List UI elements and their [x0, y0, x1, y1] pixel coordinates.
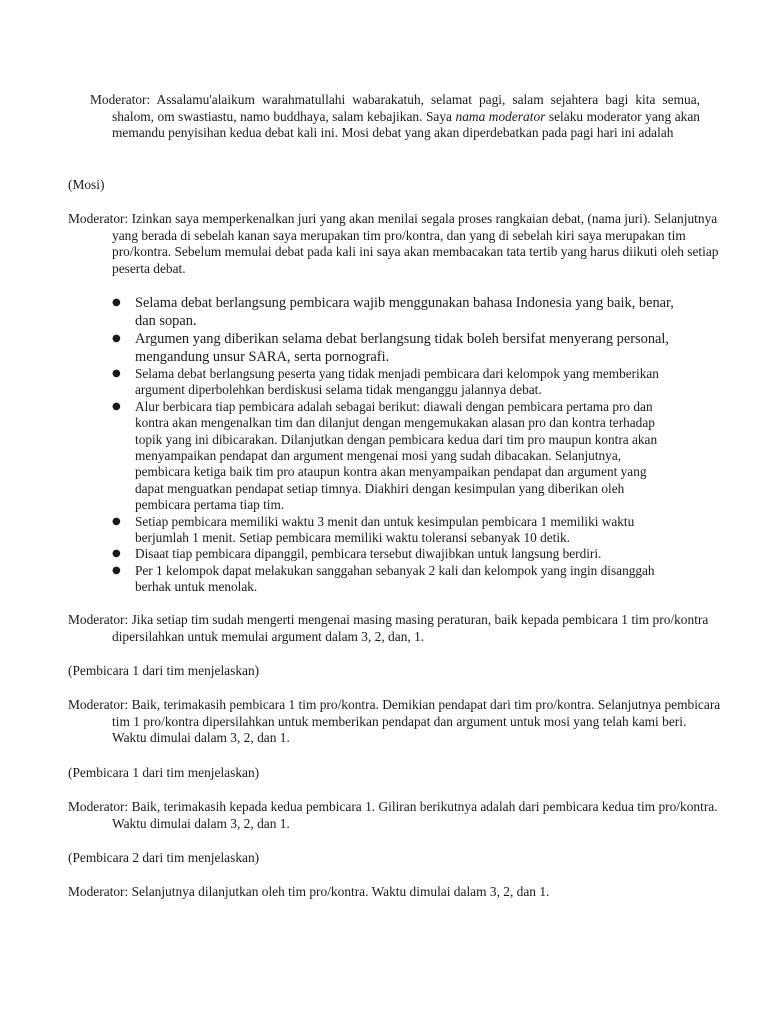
stage-direction-1a: (Pembicara 1 dari tim menjelaskan): [68, 663, 260, 678]
mosi-placeholder: (Mosi): [68, 177, 105, 192]
bullet-icon: ●: [112, 297, 121, 308]
stage-direction-2: (Pembicara 2 dari tim menjelaskan): [68, 850, 260, 865]
rule-item: [112, 514, 678, 547]
rule-text: Selama debat berlangsung peserta yang tidak menjadi pembicara dari kelompok yang memberikan argument diperbolehkan berdiskusi selama tidak menganggu jalannya debat.: [135, 366, 659, 398]
intro-italic-placeholder: nama moderator: [455, 108, 546, 124]
bullet-icon: ●: [112, 564, 121, 576]
juri-paragraph: Moderator: Izinkan saya memperkenalkan juri yang akan menilai segala proses rangkaian debat, (nama juri). Selanjutnya yang berada di sebelah kanan saya merupakan tim pro/kontra, dan yang di sebelah kiri saya merupakan tim pro/kontra. Sebelum memulai debat pada kali ini saya akan membacakan tata tertib yang harus diikuti oleh setiap peserta debat.: [68, 211, 719, 276]
rule-item: [112, 366, 678, 399]
rule-text: Selama debat berlangsung pembicara wajib menggunakan bahasa Indonesia yang baik, benar, dan sopan.: [135, 295, 674, 329]
intro-paragraph: [90, 92, 700, 142]
intro-text-after: selaku moderator yang akan memandu penyisihan kedua debat kali ini. Mosi debat yang akan diperdebatkan pada pagi hari ini adalah: [112, 108, 700, 141]
rule-item: [112, 330, 678, 366]
bullet-icon: ●: [112, 515, 121, 527]
rule-item: [112, 563, 678, 596]
rule-text: Argumen yang diberikan selama debat berlangsung tidak boleh bersifat menyerang personal, mengandung unsur SARA, serta pornografi.: [135, 331, 670, 365]
rule-text: Per 1 kelompok dapat melakukan sanggahan sebanyak 2 kali dan kelompok yang ingin disanggah berhak untuk menolak.: [135, 562, 655, 595]
rules-list: [112, 294, 678, 596]
rule-item: [112, 399, 678, 514]
intro-speaker: Moderator:: [90, 92, 151, 107]
next-paragraph-1: Moderator: Baik, terimakasih pembicara 1 tim pro/kontra. Demikian pendapat dari tim pro/kontra. Selanjutnya pembicara tim 1 pro/kontra dipersilahkan untuk memberikan pendapat dan argument untuk mosi yang telah kami beri. Waktu dimulai dalam 3, 2, dan 1.: [68, 697, 721, 746]
rule-text: Alur berbicara tiap pembicara adalah sebagai berikut: diawali dengan pembicara pertama pro dan kontra akan mengenalkan tim dan dilanjut dengan mengemukakan alasan pro dan kontra terhadap topik yang ini dibicarakan. Dilanjutkan dengan pembicara kedua dari tim pro maupun kontra akan menyampaikan pendapat dan argument mengenai mosi yang sudah dibacakan. Selanjutnya, pembicara ketiga baik tim pro ataupun kontra akan menyampaikan pendapat dan argument yang dapat menguatkan pendapat setiap timnya. Diakhiri dengan kesimpulan yang diberikan oleh pembicara pertama tiap tim.: [135, 398, 658, 513]
intro-text-before: Assalamu'alaikum warahmatullahi wabarakatuh, selamat pagi, salam sejahtera bagi kita semua, shalom, om swastiastu, namo buddhaya, salam kebajikan. Saya: [112, 92, 700, 124]
start-paragraph: Moderator: Jika setiap tim sudah mengerti mengenai masing masing peraturan, baik kepada pembicara 1 tim pro/kontra dipersilahkan untuk memulai argument dalam 3, 2, dan, 1.: [68, 612, 709, 644]
rule-item: [112, 546, 678, 562]
bullet-icon: ●: [112, 333, 121, 344]
next-paragraph-3: Moderator: Selanjutnya dilanjutkan oleh tim pro/kontra. Waktu dimulai dalam 3, 2, dan 1.: [68, 884, 550, 899]
bullet-icon: ●: [112, 548, 121, 560]
rule-text: Disaat tiap pembicara dipanggil, pembicara tersebut diwajibkan untuk langsung berdiri.: [135, 546, 602, 562]
rule-item: [112, 294, 678, 330]
bullet-icon: ●: [112, 368, 121, 379]
next-paragraph-2: Moderator: Baik, terimakasih kepada kedua pembicara 1. Giliran berikutnya adalah dari pembicara kedua tim pro/kontra. Waktu dimulai dalam 3, 2, dan 1.: [68, 799, 718, 831]
stage-direction-1b: (Pembicara 1 dari tim menjelaskan): [68, 765, 260, 780]
bullet-icon: ●: [112, 400, 121, 412]
rule-text: Setiap pembicara memiliki waktu 3 menit dan untuk kesimpulan pembicara 1 memiliki waktu berjumlah 1 menit. Setiap pembicara memiliki waktu toleransi sebanyak 10 detik.: [135, 513, 635, 546]
